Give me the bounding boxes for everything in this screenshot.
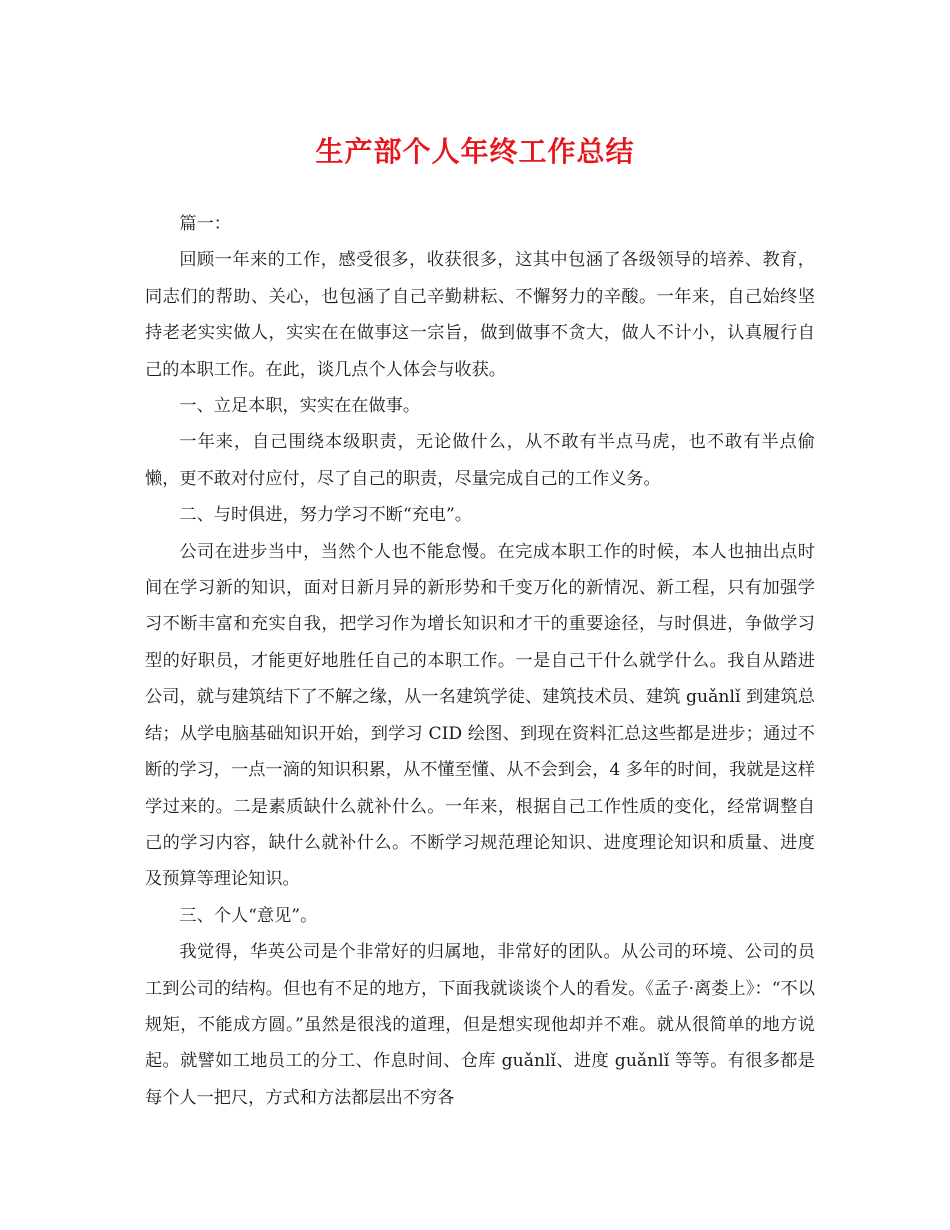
- paragraph-section-2: 公司在进步当中，当然个人也不能怠慢。在完成本职工作的时候，本人也抽出点时间在学习新的知识，面对日新月异的新形势和千变万化的新情况、新工程，只有加强学习不断丰富和充实自我，把学习作为增长知识和才干的重要途径，与时俱进，争做学习型的好职员，才能更好地胜任自己的本职工作。一是自己干什么就学什么。我自从踏进公司，就与建筑结下了不解之缘，从一名建筑学徒、建筑技术员、建筑 guǎnlǐ 到建筑总结；从学电脑基础知识开始，到学习 CID 绘图、到现在资料汇总这些都是进步；通过不断的学习，一点一滴的知识积累，从不懂至懂、从不会到会，4 多年的时间，我就是这样学过来的。二是素质缺什么就补什么。一年来，根据自己工作性质的变化，经常调整自己的学习内容，缺什么就补什么。不断学习规范理论知识、进度理论知识和质量、进度及预算等理论知识。: [145, 541, 815, 890]
- paragraph-heading-part-one: 篇一：: [179, 214, 231, 234]
- document-body: [145, 206, 815, 1116]
- document-title: 生产部个人年终工作总结: [315, 135, 635, 168]
- paragraph-intro: 回顾一年来的工作，感受很多，收获很多，这其中包涵了各级领导的培养、教育，同志们的帮助、关心，也包涵了自己辛勤耕耘、不懈努力的辛酸。一年来，自己始终坚持老老实实做人，实实在在做事这一宗旨，做到做事不贪大，做人不计小，认真履行自己的本职工作。在此，谈几点个人体会与收获。: [145, 250, 815, 380]
- section-heading-2: 二、与时俱进，努力学习不断“充电”。: [179, 505, 472, 526]
- section-heading-3: 三、个人“意见”。: [179, 905, 318, 926]
- paragraph-section-3: 我觉得，华英公司是个非常好的归属地，非常好的团队。从公司的环境、公司的员工到公司的结构。但也有不足的地方，下面我就谈谈个人的看发。《孟子·离娄上》：“不以规矩，不能成方圆。”虽然是很浅的道理，但是想实现他却并不难。就从很简单的地方说起。就譬如工地员工的分工、作息时间、仓库 guǎnlǐ、进度 guǎnlǐ 等等。有很多都是每个人一把尺，方式和方法都层出不穷各: [145, 942, 815, 1108]
- paragraph-section-1: 一年来，自己围绕本级职责，无论做什么，从不敢有半点马虎，也不敢有半点偷懒，更不敢对付应付，尽了自己的职责，尽量完成自己的工作义务。: [145, 432, 815, 489]
- section-heading-1: 一、立足本职，实实在在做事。: [179, 396, 421, 417]
